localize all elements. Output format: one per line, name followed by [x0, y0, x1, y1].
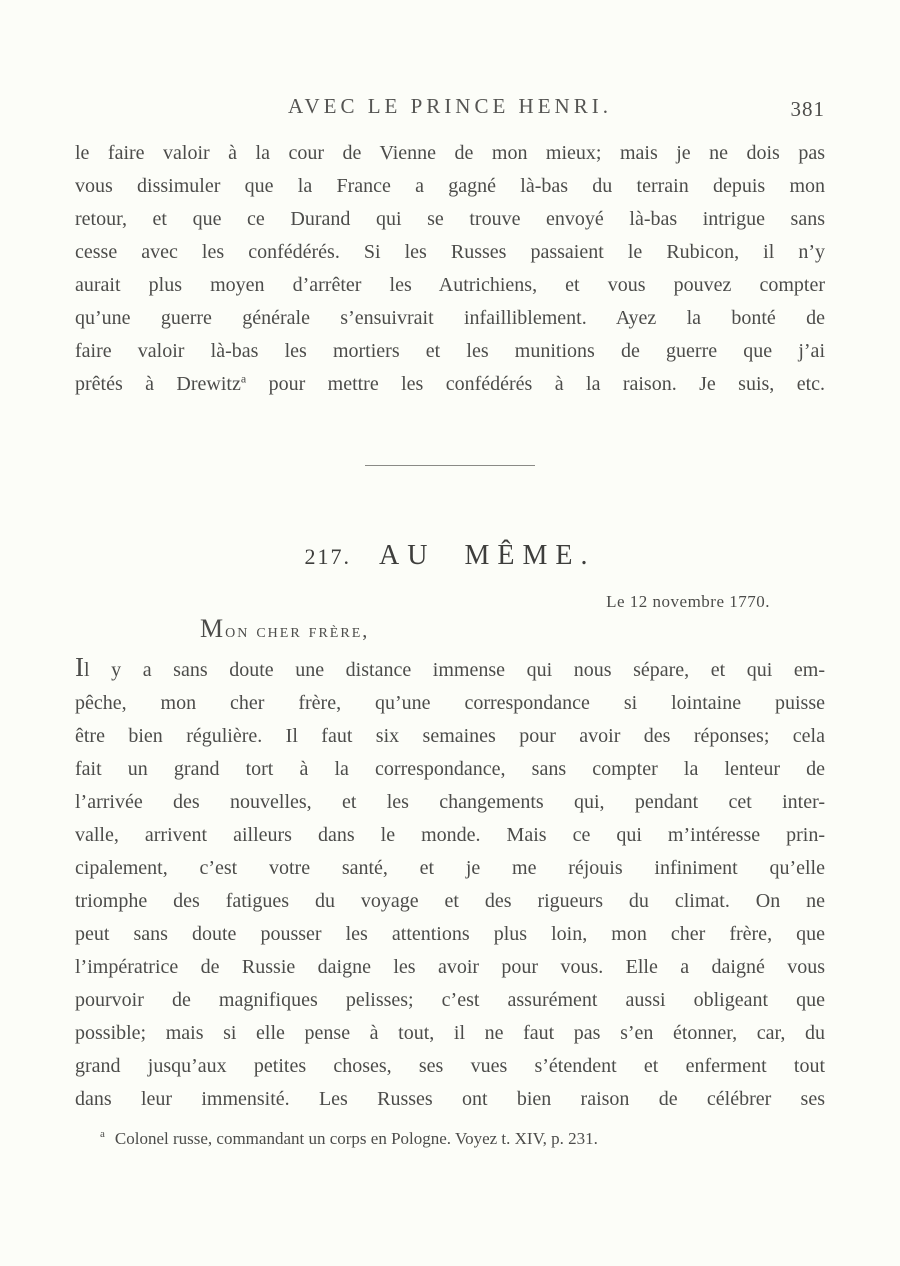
- footnote-marker: a: [100, 1128, 105, 1141]
- running-head: [75, 0, 825, 122]
- text-line: l’impératrice de Russie daigne les avoir pour vous. Elle a daigné vous: [75, 955, 825, 978]
- text-line: le faire valoir à la cour de Vienne de mon mieux; mais je ne dois pas: [75, 142, 825, 164]
- line-pre-text: prêtés à Drewitz: [75, 373, 241, 395]
- page-number: 381: [790, 97, 825, 121]
- text-line: cesse avec les confédérés. Si les Russes passaient le Rubicon, il n’y: [75, 241, 825, 263]
- footnote: [100, 1129, 825, 1149]
- letter-heading: [75, 540, 825, 572]
- text-line-with-footnote-marker: [75, 368, 825, 401]
- text-line: vous dissimuler que la France a gagné là-bas du terrain depuis mon: [75, 175, 825, 197]
- text-line: qu’une guerre générale s’ensuivrait infailliblement. Ayez la bonté de: [75, 307, 825, 329]
- section-divider: [365, 465, 535, 466]
- text-line: triomphe des fatigues du voyage et des rigueurs du climat. On ne: [75, 889, 825, 912]
- text-line: retour, et que ce Durand qui se trouve envoyé là-bas intrigue sans: [75, 208, 825, 230]
- dateline: Le 12 novembre 1770.: [606, 591, 770, 611]
- text-line: être bien régulière. Il faut six semaines pour avoir des réponses; cela: [75, 724, 825, 747]
- salutation: Mon cher frère,: [200, 613, 370, 643]
- text-line: pourvoir de magnifiques pelisses; c’est assurément aussi obligeant que: [75, 988, 825, 1011]
- running-title: AVEC LE PRINCE HENRI.: [288, 94, 612, 118]
- letter-title: AU MÊME.: [379, 540, 596, 571]
- text-line: dans leur immensité. Les Russes ont bien raison de célébrer ses: [75, 1087, 825, 1110]
- text-line: pêche, mon cher frère, qu’une correspondance si lointaine puisse: [75, 691, 825, 714]
- line-post-text: pour mettre les confédérés à la raison. Je suis, etc.: [268, 373, 826, 395]
- text-line: l’arrivée des nouvelles, et les changements qui, pendant cet inter-: [75, 790, 825, 813]
- previous-letter-ending: [75, 137, 825, 401]
- letter-body: [75, 651, 825, 1116]
- text-line: Il y a sans doute une distance immense qui nous sépare, et qui em-: [75, 651, 825, 682]
- previous-letter-lines: [75, 137, 825, 368]
- text-line: peut sans doute pousser les attentions plus loin, mon cher frère, que: [75, 922, 825, 945]
- letter-number: 217.: [304, 544, 352, 569]
- text-line: grand jusqu’aux petites choses, ses vues s’étendent et enferment tout: [75, 1054, 825, 1077]
- footnote-marker-superscript: a: [240, 371, 247, 386]
- text-line: possible; mais si elle pense à tout, il ne faut pas s’en étonner, car, du: [75, 1021, 825, 1044]
- text-line: fait un grand tort à la correspondance, sans compter la lenteur de: [75, 757, 825, 780]
- footnote-text: Colonel russe, commandant un corps en Pologne. Voyez t. XIV, p. 231.: [114, 1128, 598, 1148]
- text-line: cipalement, c’est votre santé, et je me réjouis infiniment qu’elle: [75, 856, 825, 879]
- text-line: faire valoir là-bas les mortiers et les munitions de guerre que j’ai: [75, 340, 825, 362]
- text-line: aurait plus moyen d’arrêter les Autrichiens, et vous pouvez compter: [75, 274, 825, 296]
- text-line: valle, arrivent ailleurs dans le monde. Mais ce qui m’intéresse prin-: [75, 823, 825, 846]
